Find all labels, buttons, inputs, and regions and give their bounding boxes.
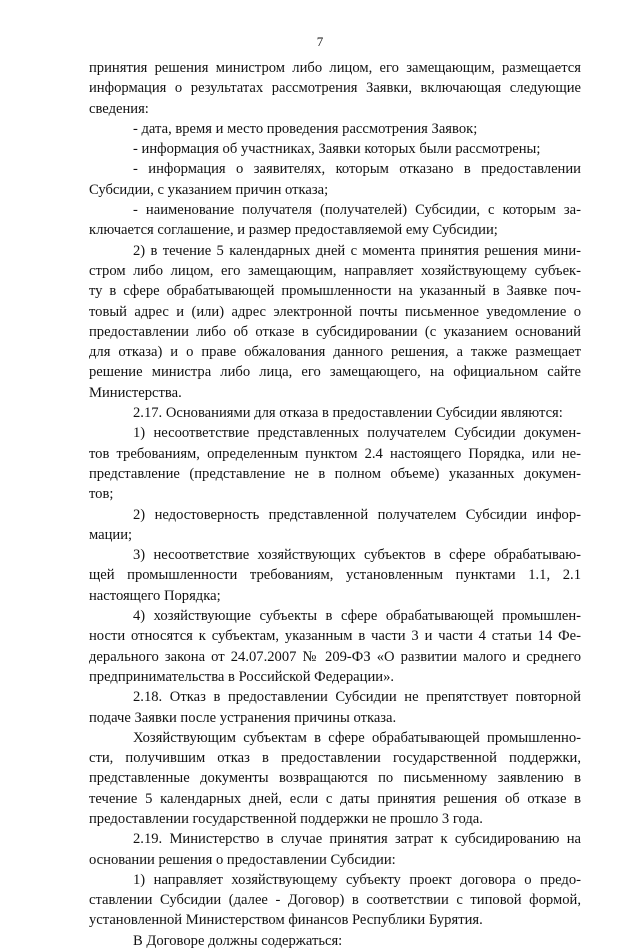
text-line: - наименование получателя (получателей) Субсидии, с которым за- bbox=[133, 202, 581, 219]
text-line: - информация о заявителях, которым отказано в предоставлении bbox=[133, 161, 581, 178]
text-line: ключается соглашение, и размер предоставляемой ему Субсидии; bbox=[89, 222, 498, 239]
text-line: Субсидии, с указанием причин отказа; bbox=[89, 181, 329, 198]
text-line: предоставлении либо об отказе в субсидировании (с указанием оснований bbox=[89, 323, 581, 340]
text-line: установленной Министерством финансов Республики Бурятия. bbox=[89, 912, 483, 929]
text-line: стром либо лицом, его замещающим, направляет хозяйствующему субъек- bbox=[89, 262, 581, 279]
text-line: мации; bbox=[89, 526, 133, 543]
text-line: принятия решения министром либо лицом, его замещающим, размещается bbox=[89, 60, 581, 76]
text-line: тов; bbox=[89, 486, 114, 503]
text-line: 1) направляет хозяйствующему субъекту проект договора о предо- bbox=[133, 871, 581, 888]
text-line: 2.18. Отказ в предоставлении Субсидии не препятствует повторной bbox=[133, 689, 581, 706]
text-line: представленные документы возвращаются по письменному заявлению в bbox=[89, 770, 581, 787]
text-line: предоставлении государственной поддержки не прошло 3 года. bbox=[89, 810, 483, 827]
text-line: подаче Заявки после устранения причины отказа. bbox=[89, 709, 397, 726]
text-line: Хозяйствующим субъектам в сфере обрабатывающей промышленно- bbox=[133, 729, 581, 746]
text-line: предпринимательства в Российской Федерации». bbox=[89, 668, 395, 685]
text-line: В Договоре должны содержаться: bbox=[133, 932, 343, 949]
text-line: 2.17. Основаниями для отказа в предоставлении Субсидии являются: bbox=[133, 405, 563, 422]
text-line: ставлении Субсидии (далее - Договор) в соответствии с типовой формой, bbox=[89, 892, 581, 909]
text-line: информация о результатах рассмотрения Заявки, включающая следующие bbox=[89, 80, 581, 97]
text-line: течение 5 календарных дней, если с даты принятия решения об отказе в bbox=[89, 790, 581, 807]
text-line: Министерства. bbox=[89, 384, 182, 401]
page-number: 7 bbox=[316, 34, 324, 49]
text-line: - информация об участниках, Заявки которых были рассмотрены; bbox=[133, 141, 541, 158]
text-line: тов требованиям, определенным пунктом 2.4 настоящего Порядка, или не- bbox=[89, 445, 581, 462]
text-line: 4) хозяйствующие субъекты в сфере обрабатывающей промышлен- bbox=[133, 608, 581, 625]
document-body bbox=[89, 58, 581, 951]
text-line: ту в сфере обрабатывающей промышленности на указанный в Заявке поч- bbox=[89, 283, 581, 300]
text-line: 1) несоответствие представленных получателем Субсидии докумен- bbox=[133, 425, 581, 442]
text-line: решение министра либо лица, его замещающего, на официальном сайте bbox=[89, 364, 581, 381]
text-line: представление (представление не в полном объеме) указанных докумен- bbox=[89, 465, 581, 482]
text-line: 2.19. Министерство в случае принятия затрат к субсидированию на bbox=[133, 831, 581, 848]
text-line: щей промышленности требованиям, установленным пунктами 1.1, 2.1 bbox=[89, 567, 581, 584]
text-line: товый адрес и (или) адрес электронной почты письменное уведомление о bbox=[89, 303, 581, 320]
text-line: сти, получившим отказ в предоставлении государственной поддержки, bbox=[89, 750, 581, 767]
text-line: 2) недостоверность представленной получателем Субсидии инфор- bbox=[133, 506, 581, 523]
text-line: сведения: bbox=[89, 100, 149, 117]
text-line: - дата, время и место проведения рассмотрения Заявок; bbox=[133, 120, 478, 137]
text-line: ности относятся к субъектам, указанным в части 3 и части 4 статьи 14 Фе- bbox=[89, 628, 581, 645]
text-line: настоящего Порядка; bbox=[89, 587, 221, 604]
text-line: 3) несоответствие хозяйствующих субъектов в сфере обрабатываю- bbox=[133, 547, 581, 564]
text-line: дерального закона от 24.07.2007 № 209-ФЗ «О развитии малого и среднего bbox=[89, 648, 581, 665]
text-line: основании решения о предоставлении Субсидии: bbox=[89, 851, 396, 868]
text-line: для отказа) и о праве обжалования данного решения, а также размещает bbox=[89, 344, 581, 361]
text-line: 2) в течение 5 календарных дней с момента принятия решения мини- bbox=[133, 242, 581, 259]
